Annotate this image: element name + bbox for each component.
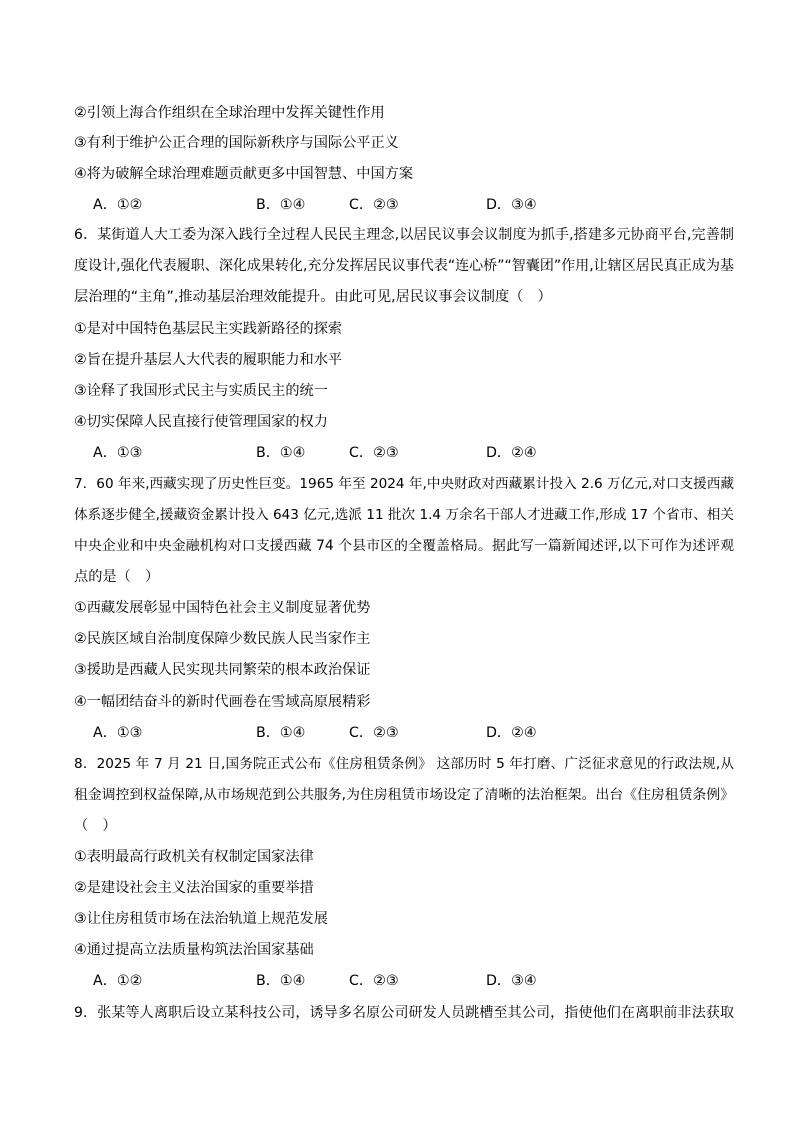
q7-statement-4: ④一幅团结奋斗的新时代画卷在雪域高原展精彩 xyxy=(74,694,371,710)
q5-option-b: B．①④ xyxy=(256,197,306,213)
q6-option-a: A．①③ xyxy=(93,445,143,461)
q7-statement-2: ②民族区域自治制度保障少数民族人民当家作主 xyxy=(74,631,371,647)
q7-stem-line-2: 体系逐步健全,援藏资金累计投入 643 亿元,选派 11 批次 1.4 万余名干部人才进藏工作,形成 17 个省市、相关 xyxy=(74,507,734,523)
q8-stem-line-1: 8．2025 年 7 月 21 日,国务院正式公布《住房租赁条例》 这部历时 5 年打磨、广泛征求意见的行政法规,从 xyxy=(74,756,734,772)
q6-options xyxy=(93,444,733,462)
q5-options xyxy=(93,196,733,214)
q7-option-c: C．②③ xyxy=(349,725,399,741)
q7-option-d: D．②④ xyxy=(486,725,537,741)
q8-options xyxy=(93,972,733,990)
q5-option-d: D．③④ xyxy=(486,197,537,213)
q6-stem-line-2: 度设计,强化代表履职、深化成果转化,充分发挥居民议事代表“连心桥”“智囊团”作用,让辖区居民真正成为基 xyxy=(74,258,734,274)
q8-option-c: C．②③ xyxy=(349,973,399,989)
q6-option-c: C．②③ xyxy=(349,445,399,461)
q8-statement-3: ③让住房租赁市场在法治轨道上规范发展 xyxy=(74,911,328,927)
q8-statement-2: ②是建设社会主义法治国家的重要举措 xyxy=(74,880,314,896)
q7-option-b: B．①④ xyxy=(256,725,306,741)
q8-stem-line-2: 租金调控到权益保障,从市场规范到公共服务,为住房租赁市场设定了清晰的法治框架。出台《住房租赁条例》 xyxy=(74,787,734,803)
q8-statement-1: ①表明最高行政机关有权制定国家法律 xyxy=(74,849,314,865)
q8-option-a: A．①② xyxy=(93,973,143,989)
q6-statement-4: ④切实保障人民直接行使管理国家的权力 xyxy=(74,414,328,430)
q7-stem-line-3: 中央企业和中央金融机构对口支援西藏 74 个县市区的全覆盖格局。据此写一篇新闻述评,以下可作为述评观 xyxy=(74,538,734,554)
q5-statement-2: ②引领上海合作组织在全球治理中发挥关键性作用 xyxy=(74,105,385,121)
q7-stem-line-4: 点的是（ ） xyxy=(74,569,160,585)
q6-option-b: B．①④ xyxy=(256,445,306,461)
q8-option-b: B．①④ xyxy=(256,973,306,989)
q6-statement-3: ③诠释了我国形式民主与实质民主的统一 xyxy=(74,383,328,399)
q6-statement-2: ②旨在提升基层人大代表的履职能力和水平 xyxy=(74,352,343,368)
q5-option-c: C．②③ xyxy=(349,197,399,213)
q6-stem-line-3: 层治理的“主角”,推动基层治理效能提升。由此可见,居民议事会议制度（ ） xyxy=(74,289,552,305)
q7-statement-1: ①西藏发展彰显中国特色社会主义制度显著优势 xyxy=(74,600,371,616)
q7-stem-line-1: 7．60 年来,西藏实现了历史性巨变。1965 年至 2024 年,中央财政对西藏累计投入 2.6 万亿元,对口支援西藏 xyxy=(74,476,734,492)
q6-option-d: D．②④ xyxy=(486,445,537,461)
q6-stem-line-1: 6．某街道人大工委为深入践行全过程人民民主理念,以居民议事会议制度为抓手,搭建多元协商平台,完善制 xyxy=(74,227,734,243)
q7-options xyxy=(93,724,733,742)
q8-option-d: D．③④ xyxy=(486,973,537,989)
q7-statement-3: ③援助是西藏人民实现共同繁荣的根本政治保证 xyxy=(74,662,371,678)
q5-statement-4: ④将为破解全球治理难题贡献更多中国智慧、中国方案 xyxy=(74,166,414,182)
q8-stem-line-3: （ ） xyxy=(74,818,117,834)
q8-statement-4: ④通过提高立法质量构筑法治国家基础 xyxy=(74,942,314,958)
q6-statement-1: ①是对中国特色基层民主实践新路径的探索 xyxy=(74,321,343,337)
q5-statement-3: ③有利于维护公正合理的国际新秩序与国际公平正义 xyxy=(74,135,399,151)
q5-option-a: A．①② xyxy=(93,197,143,213)
q9-stem-line-1: 9．张某等人离职后设立某科技公司，诱导多名原公司研发人员跳槽至其公司，指使他们在离职前非法获取 xyxy=(74,1005,734,1021)
q7-option-a: A．①③ xyxy=(93,725,143,741)
